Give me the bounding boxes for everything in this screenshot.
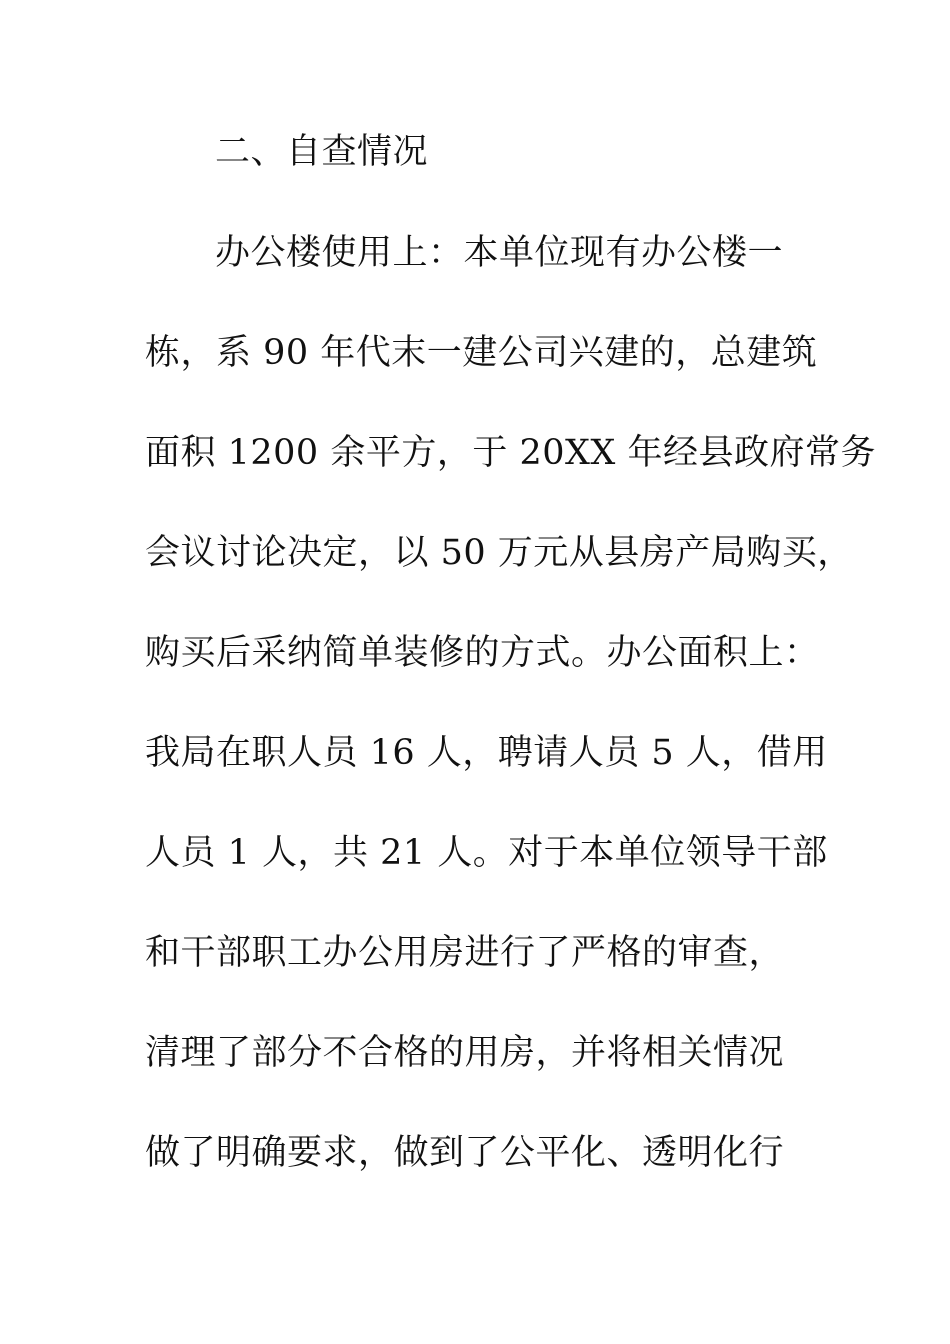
- paragraph-line: 人员 1 人，共 21 人。对于本单位领导干部: [145, 833, 828, 873]
- paragraph-line: 会议讨论决定，以 50 万元从县房产局购买，: [145, 533, 853, 573]
- paragraph-line: 和干部职工办公用房进行了严格的审查，: [145, 933, 785, 973]
- paragraph-line: 栋，系 90 年代末一建公司兴建的，总建筑: [145, 333, 818, 373]
- paragraph-line: 面积 1200 余平方，于 20XX 年经县政府常务: [145, 433, 876, 473]
- paragraph-line: 办公楼使用上：本单位现有办公楼一: [215, 233, 784, 273]
- section-heading: 二、自查情况: [215, 132, 429, 172]
- paragraph-line: 我局在职人员 16 人，聘请人员 5 人，借用: [145, 733, 828, 773]
- paragraph-line: 购买后采纳简单装修的方式。办公面积上：: [145, 633, 820, 673]
- paragraph-line: 做了明确要求，做到了公平化、透明化行: [145, 1133, 785, 1173]
- paragraph-line: 清理了部分不合格的用房，并将相关情况: [145, 1033, 785, 1073]
